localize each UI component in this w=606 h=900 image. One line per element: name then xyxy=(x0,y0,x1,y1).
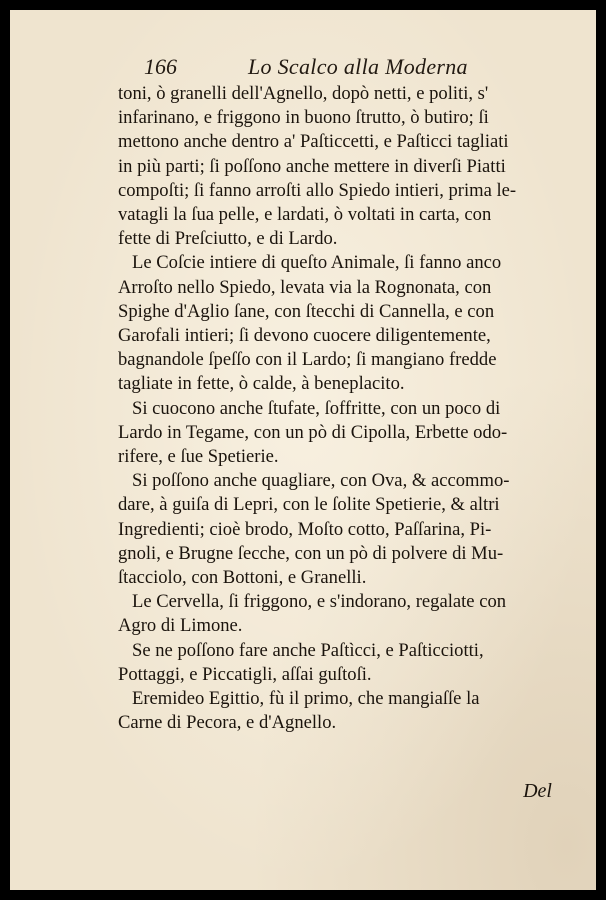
text-line: Carne di Pecora, e d'Agnello. xyxy=(118,712,337,734)
text-line: Lardo in Tegame, con un pò di Cipolla, Erbette odo- xyxy=(118,421,508,443)
text-line: rifere, e ſue Spetierie. xyxy=(118,446,279,468)
text-line: infarinano, e friggono in buono ſtrutto, ò butiro; ſi xyxy=(118,107,489,129)
book-page xyxy=(10,10,596,890)
text-line: tagliate in fette, ò calde, à beneplacito. xyxy=(118,373,405,395)
catchword: Del xyxy=(523,780,552,802)
text-line: compoſti; ſi fanno arroſti allo Spiedo intieri, prima le- xyxy=(118,179,517,201)
text-line: Si cuocono anche ſtufate, ſoffritte, con un poco di xyxy=(132,397,501,419)
text-line: bagnandole ſpeſſo con il Lardo; ſi mangiano fredde xyxy=(118,349,497,371)
text-line: Ingredienti; cioè brodo, Moſto cotto, Paſſarina, Pi- xyxy=(118,518,492,540)
running-title: Lo Scalco alla Moderna xyxy=(248,54,468,79)
text-line: Garofali intieri; ſi devono cuocere diligentemente, xyxy=(118,325,491,347)
text-line: fette di Preſciutto, e di Lardo. xyxy=(118,228,338,250)
text-line: Agro di Limone. xyxy=(118,615,243,637)
text-line: Eremideo Egittio, fù il primo, che mangiaſſe la xyxy=(132,688,480,710)
text-line: Le Coſcie intiere di queſto Animale, ſi fanno anco xyxy=(132,252,502,274)
page-number: 166 xyxy=(144,54,177,79)
text-line: mettono anche dentro a' Paſticcetti, e Paſticci tagliati xyxy=(118,131,509,153)
page-header xyxy=(144,54,584,84)
text-line: Se ne poſſono fare anche Paſtìcci, e Paſticciotti, xyxy=(132,639,484,661)
text-line: Le Cervella, ſi friggono, e s'indorano, regalate con xyxy=(132,591,507,613)
text-line: Arroſto nello Spiedo, levata via la Rognonata, con xyxy=(118,276,492,298)
body-text xyxy=(118,82,568,735)
text-line: toni, ò granelli dell'Agnello, dopò netti, e politi, s' xyxy=(118,83,489,104)
text-line: dare, à guiſa di Lepri, con le ſolite Spetierie, & altri xyxy=(118,494,500,516)
text-line: gnoli, e Brugne ſecche, con un pò di polvere di Mu- xyxy=(118,542,504,564)
text-line: in più parti; ſi poſſono anche mettere in diverſi Piatti xyxy=(118,155,506,177)
text-line: Pottaggi, e Piccatigli, aſſai guſtoſi. xyxy=(118,663,372,685)
text-line: ſtacciolo, con Bottoni, e Granelli. xyxy=(118,567,367,589)
text-line: vatagli la ſua pelle, e lardati, ò voltati in carta, con xyxy=(118,204,492,226)
text-line: Spighe d'Aglio ſane, con ſtecchi di Cannella, e con xyxy=(118,300,495,322)
text-line: Si poſſono anche quagliare, con Ova, & accommo- xyxy=(132,470,510,492)
